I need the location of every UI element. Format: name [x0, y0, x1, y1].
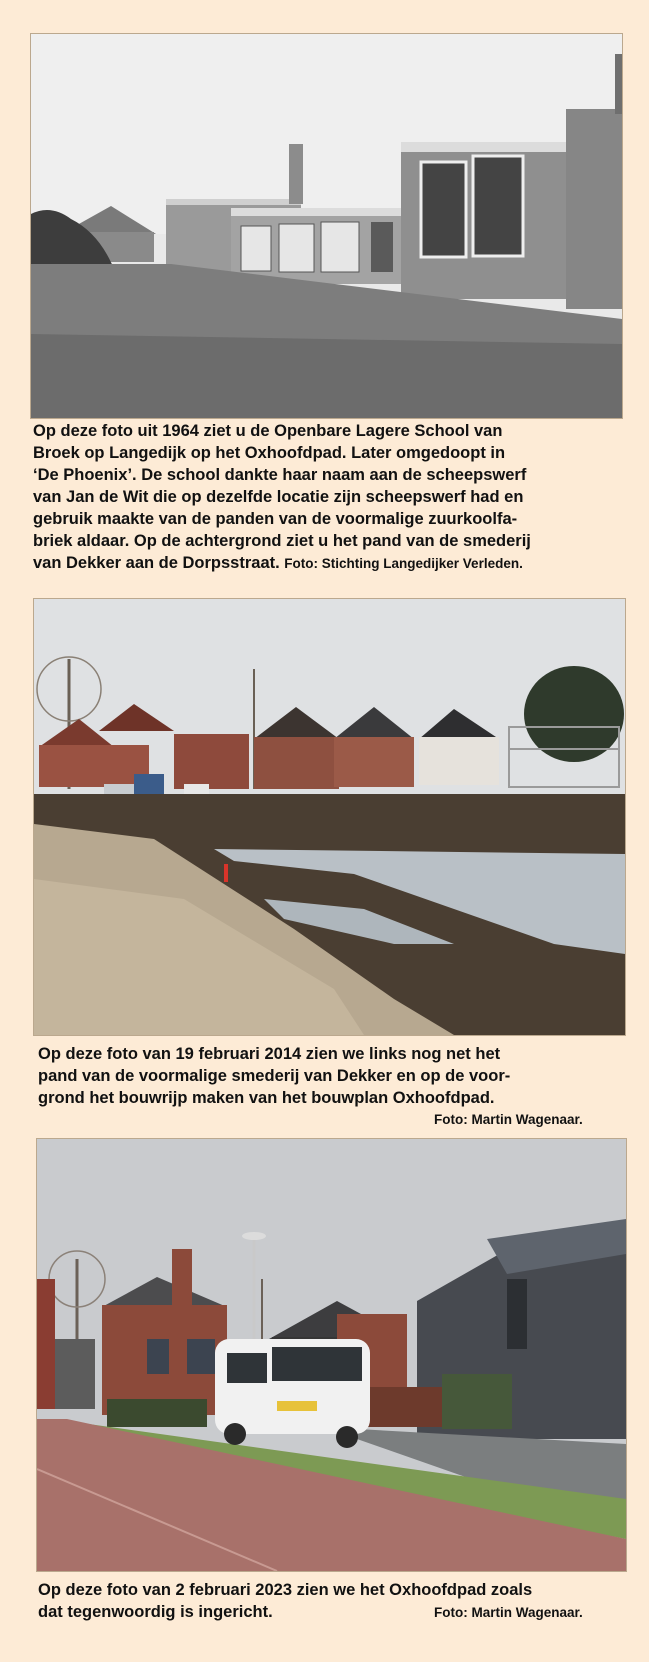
caption-line: gebruik maakte van de panden van de voormalige zuurkoolfa- [33, 510, 518, 528]
school-photo-bw-icon [31, 34, 622, 418]
caption-line: Broek op Langedijk op het Oxhoofdpad. Later omgedoopt in [33, 444, 506, 462]
photo-credit: Foto: Stichting Langedijker Verleden. [284, 556, 523, 571]
caption-line: Op deze foto van 19 februari 2014 zien we links nog net het [38, 1045, 501, 1063]
photo-street-2023 [36, 1138, 627, 1572]
caption-line: van Dekker aan de Dorpsstraat. [33, 554, 280, 572]
caption-photo-2 [38, 1043, 510, 1109]
street-photo-2023-icon [37, 1139, 626, 1571]
caption-line: grond het bouwrijp maken van het bouwplan Oxhoofdpad. [38, 1089, 495, 1107]
construction-site-photo-icon [34, 599, 625, 1035]
caption-line: dat tegenwoordig is ingericht. [38, 1603, 273, 1621]
caption-line: van Jan de Wit die op dezelfde locatie zijn scheepswerf had en [33, 488, 524, 506]
photo-school-1964 [30, 33, 623, 419]
caption-line: ‘De Phoenix’. De school dankte haar naam aan de scheepswerf [33, 466, 527, 484]
caption-line: pand van de voormalige smederij van Dekker en op de voor- [38, 1067, 511, 1085]
photo-construction-2014 [33, 598, 626, 1036]
caption-line: briek aldaar. Op de achtergrond ziet u het pand van de smederij [33, 532, 531, 550]
photo-credit: Foto: Martin Wagenaar. [434, 1605, 583, 1620]
photo-credit: Foto: Martin Wagenaar. [434, 1112, 583, 1127]
caption-line: Op deze foto van 2 februari 2023 zien we het Oxhoofdpad zoals [38, 1581, 533, 1599]
caption-photo-1 [33, 420, 531, 575]
caption-line: Op deze foto uit 1964 ziet u de Openbare Lagere School van [33, 422, 503, 440]
